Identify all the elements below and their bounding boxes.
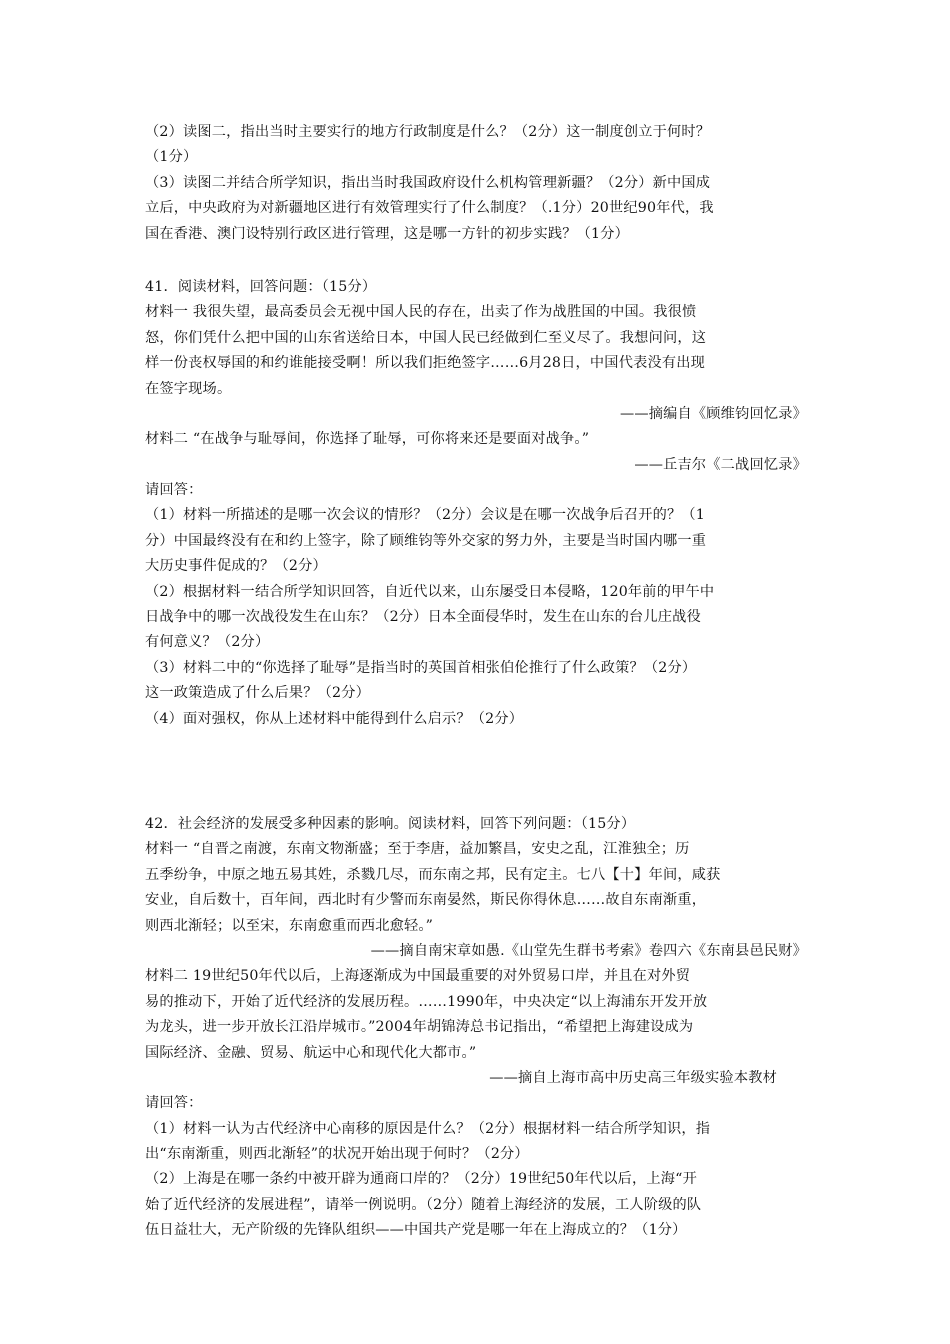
q41-sub-question-2: 日战争中的哪一次战役发生在山东？（2分）日本全面侵华时，发生在山东的台儿庄战役 <box>145 609 701 626</box>
q40-line: （1分） <box>145 149 198 166</box>
q42-material-2-line: 国际经济、金融、贸易、航运中心和现代化大都市。” <box>145 1044 477 1061</box>
q41-sub-question-4: （4）面对强权，你从上述材料中能得到什么启示？（2分） <box>145 710 524 727</box>
spacer <box>145 732 817 812</box>
q42-heading: 42．社会经济的发展受多种因素的影响。阅读材料，回答下列问题：（15分） <box>145 815 636 832</box>
q41-sub-question-3: （3）材料二中的“你选择了耻辱”是指当时的英国首相张伯伦推行了什么政策？（2分） <box>145 659 697 676</box>
q40-line: （3）读图二并结合所学知识，指出当时我国政府设什么机构管理新疆？（2分）新中国成 <box>145 174 711 191</box>
q42-material-1-line: 安业，自后数十，百年间，西北时有少警而东南晏然，斯民你得休息……故自东南渐重， <box>145 892 707 909</box>
q42-material-1-source: ——摘自南宋章如愚.《山堂先生群书考索》卷四六《东南县邑民财》 <box>370 942 807 959</box>
q41-heading: 41．阅读材料，回答问题：（15分） <box>145 278 377 295</box>
q42-ask-label: 请回答： <box>145 1095 203 1112</box>
q41-material-1-line: 样一份丧权辱国的和约谁能接受啊！所以我们拒绝签字……6月28日，中国代表没有出现 <box>145 355 706 372</box>
q42-sub-question-2: 伍日益壮大，无产阶级的先锋队组织——中国共产党是哪一年在上海成立的？（1分） <box>145 1222 687 1239</box>
q40-line: （2）读图二，指出当时主要实行的地方行政制度是什么？（2分）这一制度创立于何时？ <box>145 124 711 140</box>
q42-material-1-line: 五季纷争，中原之地五易其姓，杀戮几尽，而东南之邦，民有定主。七八【十】年间，咸获 <box>145 866 721 883</box>
q40-line: 立后，中央政府为对新疆地区进行有效管理实行了什么制度？（.1分）20世纪90年代，我 <box>145 200 714 217</box>
q41-sub-question-2: （2）根据材料一结合所学知识回答，自近代以来，山东屡受日本侵略，120年前的甲午中 <box>145 583 715 600</box>
question-41 <box>145 275 817 732</box>
exam-page <box>145 120 817 1244</box>
question-42 <box>145 812 817 1244</box>
q41-ask-label: 请回答： <box>145 482 203 499</box>
q42-sub-question-2: （2）上海是在哪一条约中被开辟为通商口岸的？（2分）19世纪50年代以后，上海“开 <box>145 1171 697 1188</box>
q42-material-2-line: 为龙头，进一步开放长江沿岸城市。”2004年胡锦涛总书记指出，“希望把上海建设成为 <box>145 1019 694 1036</box>
q42-sub-question-1: 出“东南渐重，则西北渐轻”的状况开始出现于何时？（2分） <box>145 1146 529 1163</box>
q42-material-2-line: 材料二 19世纪50年代以后，上海逐渐成为中国最重要的对外贸易口岸，并且在对外贸 <box>145 968 691 985</box>
q42-material-2-source: ——摘自上海市高中历史高三年级实验本教材 <box>489 1069 777 1086</box>
q42-material-1-line: 则西北渐轻；以至宋，东南愈重而西北愈轻。” <box>145 917 434 934</box>
q42-sub-question-1: （1）材料一认为古代经济中心南移的原因是什么？（2分）根据材料一结合所学知识，指 <box>145 1120 711 1137</box>
question-40-continued <box>145 120 817 247</box>
q41-sub-question-2: 有何意义？（2分） <box>145 634 270 651</box>
q41-sub-question-1: 大历史事件促成的？（2分） <box>145 558 327 575</box>
spacer <box>145 247 817 275</box>
q41-sub-question-3: 这一政策造成了什么后果？（2分） <box>145 685 371 702</box>
q42-sub-question-2: 始了近代经济的发展进程”，请举一例说明。（2分）随着上海经济的发展，工人阶级的队 <box>145 1196 702 1213</box>
q41-material-1-source: ——摘编自《顾维钧回忆录》 <box>619 405 807 422</box>
q41-material-1-line: 材料一 我很失望，最高委员会无视中国人民的存在，出卖了作为战胜国的中国。我很愤 <box>145 304 697 321</box>
q41-sub-question-1: 分）中国最终没有在和约上签字，除了顾维钧等外交家的努力外，主要是当时国内哪一重 <box>145 532 707 549</box>
q41-material-2-line: 材料二 “在战争与耻辱间，你选择了耻辱，可你将来还是要面对战争。” <box>145 431 590 448</box>
q42-material-2-line: 易的推动下，开始了近代经济的发展历程。……1990年，中央决定“以上海浦东开发开放 <box>145 993 708 1010</box>
q42-material-1-line: 材料一 “自晋之南渡，东南文物渐盛；至于李唐，益加繁昌，安史之乱，江淮独全；历 <box>145 841 690 858</box>
q40-line: 国在香港、澳门设特别行政区进行管理，这是哪一方针的初步实践？（1分） <box>145 225 630 242</box>
q41-material-1-line: 在签字现场。 <box>145 380 232 397</box>
q41-sub-question-1: （1）材料一所描述的是哪一次会议的情形？（2分）会议是在哪一次战争后召开的？（1 <box>145 507 706 524</box>
q41-material-1-line: 怒，你们凭什么把中国的山东省送给日本，中国人民已经做到仁至义尽了。我想问问，这 <box>145 329 707 346</box>
q41-material-2-source: ——丘吉尔《二战回忆录》 <box>634 456 807 473</box>
